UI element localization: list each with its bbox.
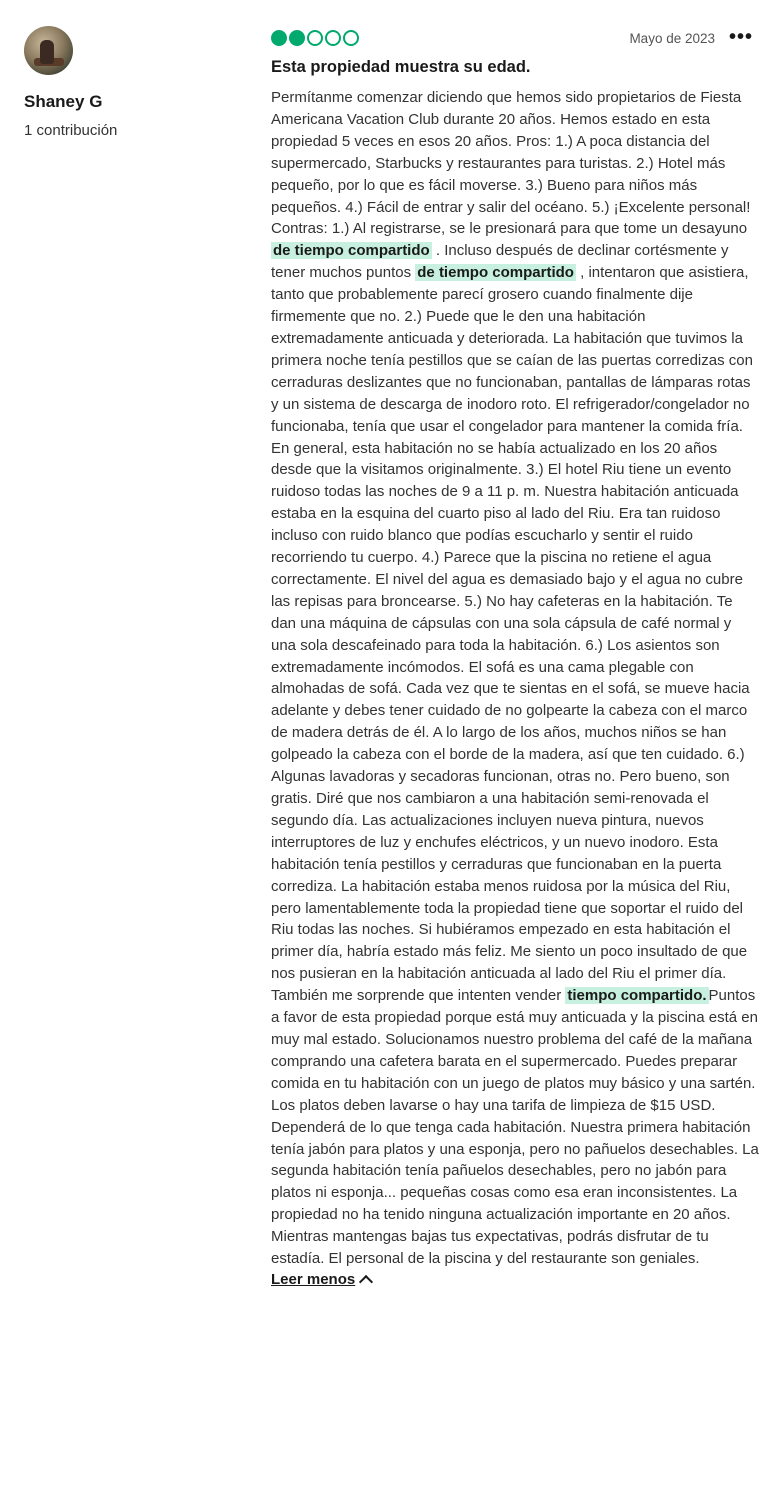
rating-bubble-4 <box>325 30 341 46</box>
highlight-keyword: de tiempo compartido <box>273 242 430 260</box>
review-body <box>271 87 759 1270</box>
review-card <box>271 26 759 1289</box>
review-text: Puntos a favor de esta propiedad porque está muy anticuada y la piscina está en muy mal estado. Solucionamos nuestro problema del café de la mañana comprando una cafetera barata en el supermercado. Puedes preparar comida en tu habitación con un juego de platos muy básico y una sartén. Los platos deben lavarse o hay una tarifa de limpieza de $15 USD. Dependerá de lo que tenga cada habitación. Nuestra primera habitación tenía jabón para platos y una esponja, pero no pañuelos desechables. La segunda habitación tenía pañuelos desechables, pero no jabón para platos ni esponja... pequeñas cosas como esa eran inconsistentes. La propiedad no ha tenido ninguna actualización importante en 20 años. Mientras mantengas bajas tus expectativas, podrás disfrutar de tu estadía. El personal de la piscina y del restaurante son geniales. <box>271 987 759 1268</box>
rating-bubble-2 <box>289 30 305 46</box>
reviewer-name[interactable]: Shaney G <box>24 92 103 111</box>
rating-bubbles <box>271 30 359 46</box>
rating-bubble-1 <box>271 30 287 46</box>
highlight-keyword: tiempo compartido. <box>567 987 707 1005</box>
highlight-keyword: de tiempo compartido <box>417 264 574 282</box>
review-header <box>271 26 759 54</box>
avatar[interactable] <box>24 26 73 75</box>
reviewer-contributions: 1 contribución <box>24 122 118 139</box>
review-text: , intentaron que asistiera, tanto que probablemente parecí grosero cuando finalmente dije firmemente que no. 2.) Puede que le den una habitación extremadamente anticuada y deteriorada. La habitación que tuvimos la primera noche tenía pestillos que se caían de las puertas corredizas con cerraduras deslizantes que no funcionaban, pantallas de lámparas rotas y un sistema de descarga de inodoro roto. El refrigerador/congelador no funcionaba, tenía que usar el congelador para mantener la comida fría. En general, esta habitación no se había actualizado en los 20 años desde que la visitamos originalmente. 3.) El hotel Riu tiene un evento ruidoso todas las noches de 9 a 11 p. m. Nuestra habitación anticuada estaba en la esquina del cuarto piso al lado del Riu. Era tan ruidoso incluso con ruido blanco que podías escucharlo y sentir el ruido recorriendo tu cuerpo. 4.) Parece que la piscina no retiene el agua correctamente. El nivel del agua es demasiado bajo y el agua no cubre las repisas para broncearse. 5.) No hay cafeteras en la habitación. Te dan una máquina de cápsulas con una sola cápsula de café normal y una sola descafeinado para toda la habitación. 6.) Los asientos son extremadamente incómodos. El sofá es una cama plegable con almohadas de sofá. Cada vez que te sientas en el sofá, se mueve hacia adelante y debes tener cuidado de no golpearte la cabeza con el marco de madera detrás de él. A lo largo de los años, muchos niños se han golpeado la cabeza con el borde de la madera, así que ten cuidado. 6.) Algunas lavadoras y secadoras funcionan, otras no. Pero bueno, son gratis. Diré que nos cambiaron a una habitación semi-renovada el segundo día. Las actualizaciones incluyen nueva pintura, nuevos interruptores de luz y enchufes eléctricos, y un nuevo inodoro. Esta habitación tenía pestillos y cerraduras que funcionaban en la puerta corrediza. La habitación estaba menos ruidosa por la música del Riu, pero lamentablemente toda la propiedad tiene que soportar el ruido del Riu todas las noches. Si hubiéramos empezado en esta habitación el primer día, habría estado más feliz. Me siento un poco insultado de que nos pusieran en la habitación anticuada al lado del Riu el primer día. También me sorprende que intenten vender <box>271 264 753 1005</box>
rating-bubble-3 <box>307 30 323 46</box>
ellipsis-icon[interactable]: ••• <box>728 26 753 48</box>
review-title: Esta propiedad muestra su edad. <box>271 58 531 76</box>
reviewer-panel <box>24 26 244 139</box>
review-text: . Incluso después de declinar cortésmente y tener muchos puntos <box>271 242 729 282</box>
read-less-button[interactable] <box>271 1271 371 1288</box>
rating-bubble-5 <box>343 30 359 46</box>
read-less-label: Leer menos <box>271 1270 356 1288</box>
review-date: Mayo de 2023 <box>629 31 715 46</box>
avatar-image-figure <box>40 40 54 64</box>
review-text: Permítanme comenzar diciendo que hemos sido propietarios de Fiesta Americana Vacation Club durante 20 años. Hemos estado en esta propiedad 5 veces en esos 20 años. Pros: 1.) A poca distancia del supermercado, Starbucks y restaurantes para turistas. 2.) Hotel más pequeño, por lo que es fácil moverse. 3.) Bueno para niños más pequeños. 4.) Fácil de entrar y salir del océano. 5.) ¡Excelente personal! Contras: 1.) Al registrarse, se le presionará para que tome un desayuno <box>271 89 751 238</box>
chevron-up-icon <box>359 1275 373 1289</box>
